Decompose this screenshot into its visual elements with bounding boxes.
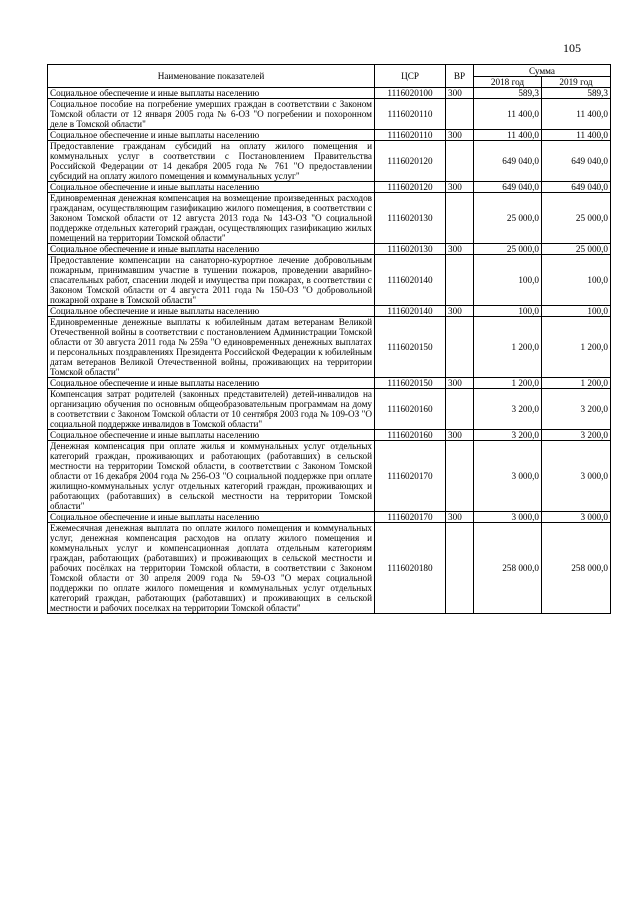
row-name: Ежемесячная денежная выплата по оплате жилого помещения и коммунальных услуг, денежная компенсация расходов на оплату жилого помещения и коммунальных услуг и компенсационная доплата отдельным категориям граждан, работающих (работавших) и проживающих в сельской местности и рабочих посёлках на территории Томской области, в соответствии с Законом Томской области от 30 апреля 2009 года № 59-ОЗ "О мерах социальной поддержки по оплате жилого помещения и коммунальных услуг отдельных категорий граждан, работающих (работавших) и проживающих в сельской местности и рабочих поселках на территории Томской области"	[48, 523, 375, 614]
row-vr	[446, 389, 474, 430]
table-row	[48, 99, 611, 130]
row-amount-2018: 100,0	[474, 306, 542, 317]
row-vr	[446, 317, 474, 378]
row-csr: 1116020160	[375, 389, 446, 430]
row-name: Социальное обеспечение и иные выплаты населению	[48, 512, 375, 523]
table-row	[48, 130, 611, 141]
row-csr: 1116020100	[375, 88, 446, 99]
row-amount-2018: 1 200,0	[474, 378, 542, 389]
row-name: Социальное обеспечение и иные выплаты населению	[48, 130, 375, 141]
row-amount-2018: 1 200,0	[474, 317, 542, 378]
table-row	[48, 389, 611, 430]
row-csr: 1116020120	[375, 182, 446, 193]
row-vr	[446, 141, 474, 182]
header-sum: Сумма	[474, 65, 611, 77]
row-name: Денежная компенсация при оплате жилья и коммунальных услуг отдельных категорий граждан, проживающих и работающих (работавших) в сельской местности на территории Томской области, в соответствии с Законом Томской области от 16 декабря 2004 года № 256-ОЗ "О социальной поддержке при оплате жилищно-коммунальных услуг отдельных категорий граждан, проживающих и работающих (работавших) в сельской местности на территории Томской области"	[48, 441, 375, 512]
table-body	[48, 88, 611, 614]
row-amount-2019: 100,0	[542, 306, 611, 317]
header-year-2019: 2019 год	[542, 77, 611, 88]
row-amount-2018: 25 000,0	[474, 193, 542, 244]
row-amount-2019: 3 000,0	[542, 512, 611, 523]
row-amount-2018: 258 000,0	[474, 523, 542, 614]
row-amount-2019: 1 200,0	[542, 317, 611, 378]
row-amount-2018: 3 200,0	[474, 430, 542, 441]
row-vr	[446, 99, 474, 130]
row-name: Социальное обеспечение и иные выплаты населению	[48, 88, 375, 99]
row-csr: 1116020130	[375, 244, 446, 255]
row-name: Единовременная денежная компенсация на возмещение произведенных расходов гражданам, осуществляющим газификацию жилого помещения, в соответствии с Законом Томской области от 12 августа 2013 года № 143-ОЗ "О социальной поддержке отдельных категорий граждан, осуществляющих газификацию жилых помещений на территории Томской области"	[48, 193, 375, 244]
row-amount-2019: 100,0	[542, 255, 611, 306]
row-amount-2019: 3 000,0	[542, 441, 611, 512]
header-name: Наименование показателей	[48, 65, 375, 88]
row-name: Социальное обеспечение и иные выплаты населению	[48, 306, 375, 317]
table-row	[48, 512, 611, 523]
row-amount-2019: 25 000,0	[542, 193, 611, 244]
row-amount-2019: 3 200,0	[542, 389, 611, 430]
row-vr: 300	[446, 430, 474, 441]
table-row	[48, 306, 611, 317]
row-name: Социальное обеспечение и иные выплаты населению	[48, 182, 375, 193]
row-vr	[446, 441, 474, 512]
row-amount-2019: 649 040,0	[542, 182, 611, 193]
row-name: Социальное обеспечение и иные выплаты населению	[48, 378, 375, 389]
row-amount-2018: 11 400,0	[474, 130, 542, 141]
row-amount-2019: 649 040,0	[542, 141, 611, 182]
header-vr: ВР	[446, 65, 474, 88]
table-row	[48, 193, 611, 244]
row-name: Единовременные денежные выплаты к юбилейным датам ветеранам Великой Отечественной войны в соответствии с постановлением Администрации Томской области от 30 августа 2011 года № 259а "О единовременных денежных выплатах и персональных поздравлениях Президента Российской Федерации к юбилейным датам ветеранов Великой Отечественной войны, проживающих на территории Томской области"	[48, 317, 375, 378]
row-vr	[446, 523, 474, 614]
row-amount-2019: 589,3	[542, 88, 611, 99]
table-row	[48, 441, 611, 512]
table-row	[48, 182, 611, 193]
table-row	[48, 430, 611, 441]
row-vr: 300	[446, 88, 474, 99]
row-csr: 1116020180	[375, 523, 446, 614]
header-csr: ЦСР	[375, 65, 446, 88]
row-amount-2018: 649 040,0	[474, 141, 542, 182]
row-name: Предоставление компенсации на санаторно-курортное лечение добровольным пожарным, принимавшим участие в тушении пожаров, проведении аварийно-спасательных работ, спасении людей и имущества при пожарах, в соответствии с Законом Томской области от 4 августа 2011 года № 150-ОЗ "О добровольной пожарной охране в Томской области"	[48, 255, 375, 306]
table-row	[48, 523, 611, 614]
row-csr: 1116020170	[375, 441, 446, 512]
row-vr	[446, 193, 474, 244]
row-vr: 300	[446, 306, 474, 317]
row-name: Предоставление гражданам субсидий на оплату жилого помещения и коммунальных услуг в соответствии с Постановлением Правительства Российской Федерации от 14 декабря 2005 года № 761 "О предоставлении субсидий на оплату жилого помещения и коммунальных услуг"	[48, 141, 375, 182]
row-csr: 1116020110	[375, 99, 446, 130]
row-csr: 1116020170	[375, 512, 446, 523]
row-amount-2019: 3 200,0	[542, 430, 611, 441]
row-amount-2018: 25 000,0	[474, 244, 542, 255]
row-amount-2018: 3 200,0	[474, 389, 542, 430]
row-amount-2018: 100,0	[474, 255, 542, 306]
table-row	[48, 141, 611, 182]
row-vr: 300	[446, 244, 474, 255]
table-row	[48, 88, 611, 99]
row-name: Социальное пособие на погребение умерших граждан в соответствии с Законом Томской области от 12 января 2005 года № 6-ОЗ "О погребении и похоронном деле в Томской области"	[48, 99, 375, 130]
row-amount-2018: 649 040,0	[474, 182, 542, 193]
budget-table	[47, 64, 611, 614]
row-csr: 1116020130	[375, 193, 446, 244]
table-row	[48, 255, 611, 306]
row-csr: 1116020150	[375, 378, 446, 389]
row-csr: 1116020120	[375, 141, 446, 182]
row-csr: 1116020150	[375, 317, 446, 378]
row-amount-2018: 3 000,0	[474, 441, 542, 512]
table-row	[48, 378, 611, 389]
row-name: Компенсация затрат родителей (законных представителей) детей-инвалидов на организацию обучения по основным общеобразовательным программам на дому в соответствии с Законом Томской области от 10 сентября 2003 года № 109-ОЗ "О социальной поддержке инвалидов в Томской области"	[48, 389, 375, 430]
row-vr: 300	[446, 182, 474, 193]
row-vr: 300	[446, 378, 474, 389]
row-amount-2018: 11 400,0	[474, 99, 542, 130]
row-csr: 1116020140	[375, 306, 446, 317]
header-year-2018: 2018 год	[474, 77, 542, 88]
row-amount-2019: 1 200,0	[542, 378, 611, 389]
table-row	[48, 317, 611, 378]
row-amount-2019: 258 000,0	[542, 523, 611, 614]
row-amount-2018: 589,3	[474, 88, 542, 99]
row-vr: 300	[446, 130, 474, 141]
row-vr	[446, 255, 474, 306]
row-amount-2019: 25 000,0	[542, 244, 611, 255]
row-name: Социальное обеспечение и иные выплаты населению	[48, 430, 375, 441]
table-row	[48, 244, 611, 255]
row-csr: 1116020160	[375, 430, 446, 441]
row-csr: 1116020140	[375, 255, 446, 306]
row-csr: 1116020110	[375, 130, 446, 141]
row-name: Социальное обеспечение и иные выплаты населению	[48, 244, 375, 255]
row-amount-2019: 11 400,0	[542, 99, 611, 130]
row-amount-2018: 3 000,0	[474, 512, 542, 523]
row-amount-2019: 11 400,0	[542, 130, 611, 141]
row-vr: 300	[446, 512, 474, 523]
page-number: 105	[563, 41, 581, 55]
